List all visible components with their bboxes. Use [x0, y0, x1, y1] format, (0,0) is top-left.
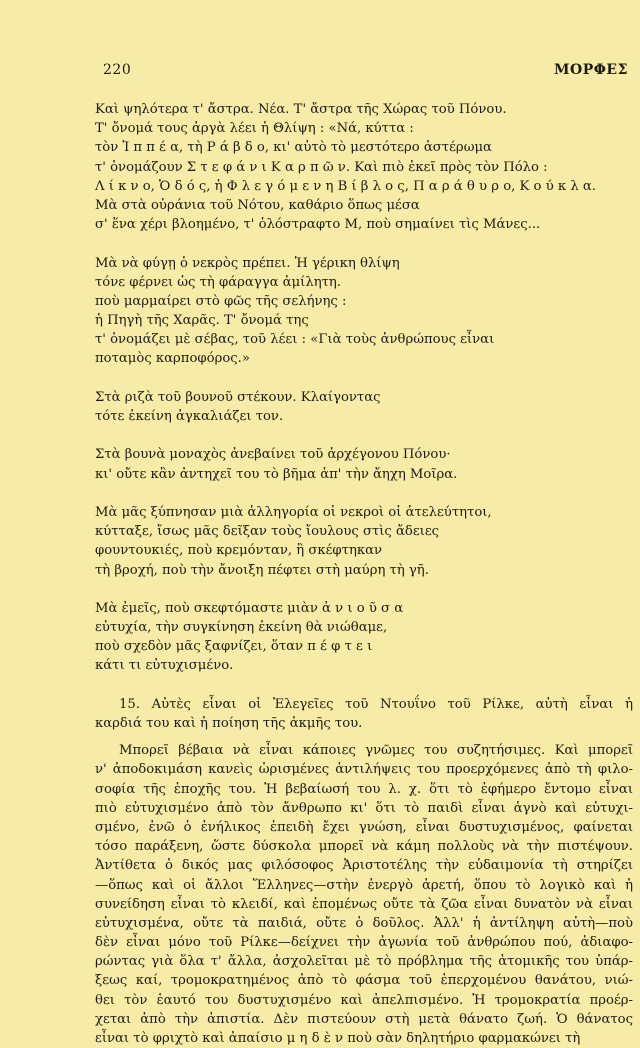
- poem-line: εὐτυχία, τὴν συγκίνηση ἐκείνη θὰ νιώθαμε,: [95, 620, 388, 636]
- page-number: 220: [103, 62, 132, 78]
- prose-line: Μπορεῖ βέβαια νὰ εἶναι κάποιες γνῶμες του συζητήσιμες. Καὶ μπορεῖ: [119, 743, 633, 759]
- poem-line: τότε ἐκείνη ἀγκαλιάζει τον.: [95, 409, 284, 424]
- poem-line: Μὰ στὰ οὐράνια τοῦ Νότου, καθάριο ὅπως μέσα: [95, 197, 420, 213]
- prose-line: πιὸ εὐτυχισμένο ἀπὸ τὸν ἄνθρωπο κι' ὅτι τὸ παιδὶ εἶναι ἁγνὸ καὶ εὐτυχι-: [95, 800, 633, 816]
- poem-line: τόνε φέρνει ὡς τὴ φάραγγα ἀμίλητη.: [95, 274, 341, 290]
- poem-line: ποταμὸς καρποφόρος.»: [95, 351, 250, 367]
- prose-line: ν' ἀποδοκιμάση κανεὶς ὡρισμένες ἀντιλήψεις του προερχόμενες ἀπὸ τὴ φιλο-: [95, 762, 633, 778]
- poem-line: Καὶ ψηλότερα τ' ἄστρα. Νέα. Τ' ἄστρα τῆς Χώρας τοῦ Πόνου.: [95, 102, 507, 117]
- prose-line: σοφία τῆς ἐποχῆς του. Ἡ βεβαίωσή του λ. χ. ὅτι τὸ ἐφήμερο ἔντομο εἶναι: [95, 781, 633, 797]
- poem-line: φουντουκιές, ποὺ κρεμόνταν, ἢ σκέφτηκαν: [95, 543, 383, 559]
- poem-stanza: [95, 503, 633, 580]
- prose-line: εὐτυχισμένα, οὔτε τὰ παιδιά, οὔτε ὁ δοῦλος. Ἀλλ' ἡ ἀντίληψη αὐτὴ—ποὺ: [95, 915, 633, 931]
- prose-line: καρδιά του καὶ ἡ ποίηση τῆς ἀκμῆς του.: [95, 716, 363, 731]
- poem-line: κι' οὔτε κἂν ἀντηχεῖ του τὸ βῆμα ἀπ' τὴν ἄηχη Μοῖρα.: [95, 466, 458, 482]
- poem-line: κύτταξε, ἴσως μᾶς δεῖξαν τοὺς ἴουλους στὶς ἄδειες: [95, 524, 440, 540]
- prose-line: δὲν εἶναι μόνο τοῦ Ρίλκε—δείχνει τὴν ἀγωνία τοῦ ἀνθρώπου πού, ἀδιαφο-: [95, 935, 633, 951]
- poem-stanza: [95, 388, 633, 426]
- poem-line: σ' ἕνα χέρι βλοημένο, τ' ὁλόστραφτο Μ, ποὺ σημαίνει τὶς Μάνες...: [95, 217, 541, 233]
- prose-line: Ἀντίθετα ὁ δικός μας φιλόσοφος Ἀριστοτέλης τὴν εὐδαιμονία τὴ στηρίζει: [95, 858, 633, 874]
- poem-line: Τ' ὄνομά τους ἀργὰ λέει ἡ Θλίψη : «Νά, κύττα :: [95, 121, 414, 137]
- poem-line: Στὰ βουνὰ μοναχὸς ἀνεβαίνει τοῦ ἀρχέγονου Πόνου·: [95, 447, 451, 463]
- poem-stanza: [95, 100, 633, 234]
- prose-line: ξεως καί, τρομοκρατημένος ἀπὸ τὸ φάσμα τοῦ ἐπερχομένου θανάτου, νιώ-: [95, 973, 633, 989]
- prose-line: χεται ἀπὸ τὴν ἀπιστία. Δὲν πιστεύουν στὴ μετὰ θάνατο ζωή. Ὁ θάνατος: [95, 1011, 633, 1027]
- prose-line: σμένο, ἐνῶ ὁ ἐνήλικος ἐπειδὴ ἔχει γνώση, εἶναι δυστυχισμένος, φαίνεται: [95, 819, 633, 835]
- prose-line: θει τὸν ἑαυτό του δυστυχισμένο καὶ ἀπελπισμένο. Ἡ τρομοκρατία προέρ-: [95, 992, 633, 1008]
- poem-stanza: [95, 254, 633, 369]
- poem-line: Μὰ νὰ φύγῃ ὁ νεκρὸς πρέπει. Ἡ γέρικη θλίψη: [95, 255, 400, 271]
- page-body: [95, 100, 633, 1048]
- poem-line: Μὰ μᾶς ξύπνησαν μιὰ ἀλληγορία οἱ νεκροὶ οἱ ἀτελεύτητοι,: [95, 504, 492, 520]
- prose-line: τόσο παράξενη, ὥστε δύσκολα μπορεῖ νὰ κάμη πολλοὺς νὰ τὴν πιστέψουν.: [95, 839, 633, 855]
- running-title: ΜΟΡΦΕΣ: [554, 62, 628, 78]
- poem-line: Λ ί κ ν ο, Ὁ δ ό ς, ἡ Φ λ ε γ ό μ ε ν η Β ί β λ ο ς, Π α ρ ά θ υ ρ ο, Κ ο ύ κ λ α.: [95, 178, 596, 194]
- prose-line: συνείδηση εἶναι τὸ κλειδί, καὶ ἑπομένως οὔτε τὰ ζῶα εἶναι δυνατὸν νὰ εἶναι: [95, 896, 633, 912]
- poem-line: τ' ὀνομάζουν Σ τ ε φ ά ν ι Κ α ρ π ῶ ν. Καὶ πιὸ ἐκεῖ πρὸς τὸν Πόλο :: [95, 159, 548, 175]
- poem-line: ποὺ σχεδὸν μᾶς ξαφνίζει, ὅταν π έ φ τ ε ι: [95, 639, 373, 655]
- prose-line: εἶναι τὸ φριχτὸ καὶ ἀπαίσιο μ η δ ὲ ν ποὺ σὰν δηλητήριο φαρμακώνει τὴ: [95, 1031, 581, 1046]
- prose-line: —ὅπως καὶ οἱ ἄλλοι Ἕλληνες—στὴν ἐνεργὸ ἀρετή, ὅπου τὸ λογικὸ καὶ ἡ: [95, 877, 633, 893]
- poem-stanza: [95, 599, 633, 676]
- prose-line: ρώντας γιὰ ὅλα τ' ἄλλα, ἀσχολεῖται μὲ τὸ πρόβλημα τῆς ἀτομικῆς του ὑπάρ-: [95, 954, 633, 970]
- poem-stanza: [95, 445, 633, 483]
- poem-line: τ' ὀνομάζει μὲ σέβας, τοῦ λέει : «Γιὰ τοὺς ἀνθρώπους εἶναι: [95, 332, 495, 348]
- prose-paragraph: [95, 741, 633, 1048]
- poem-line: τὴ βροχή, ποὺ τὴν ἄνοιξη πέφτει στὴ μαύρη τὴ γῆ.: [95, 562, 429, 578]
- poem-line: ποὺ μαρμαίρει στὸ φῶς τῆς σελήνης :: [95, 293, 347, 309]
- poem-line: τὸν Ἱ π π έ α, τὴ Ρ ά β δ ο, κι' αὐτὸ τὸ μεστότερο ἀστέρωμα: [95, 140, 492, 156]
- prose-paragraph: [95, 695, 633, 733]
- poem-line: Μὰ ἐμεῖς, ποὺ σκεφτόμαστε μιὰν ἀ ν ι ο ῦ σ α: [95, 600, 404, 616]
- poem-line: Στὰ ριζὰ τοῦ βουνοῦ στέκουν. Κλαίγοντας: [95, 389, 381, 405]
- poem-line: κάτι τι εὐτυχισμένο.: [95, 658, 234, 674]
- prose-line: 15. Αὐτὲς εἶναι οἱ Ἐλεγεῖες τοῦ Ντουΐνο τοῦ Ρίλκε, αὐτὴ εἶναι ἡ: [119, 696, 633, 712]
- poem-line: ἡ Πηγὴ τῆς Χαρᾶς. Τ' ὄνομά της: [95, 313, 309, 329]
